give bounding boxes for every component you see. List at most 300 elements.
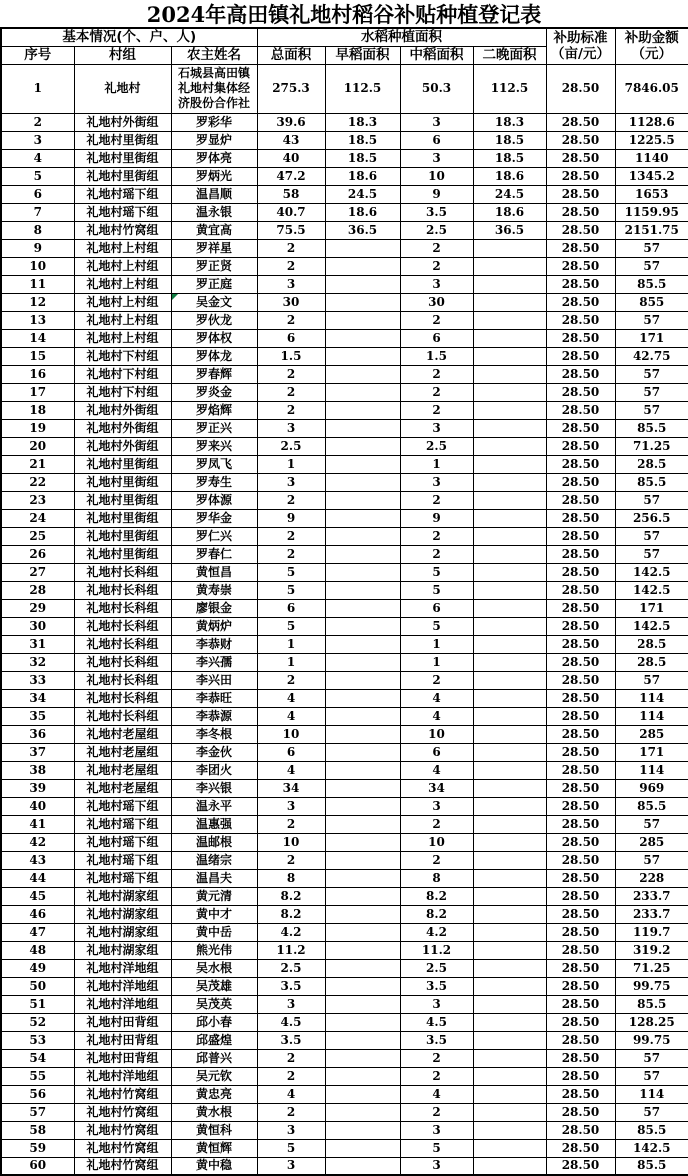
farmer-name-text: 吴水根: [195, 960, 232, 975]
cell-name: [171, 887, 257, 905]
cell-group: 礼地村田背组: [74, 1013, 171, 1031]
cell-std: 28.50: [546, 527, 615, 545]
cell-early: [325, 311, 400, 329]
cell-name: [171, 851, 257, 869]
cell-std: 28.50: [546, 1139, 615, 1157]
cell-late: [473, 419, 546, 437]
cell-no: 60: [1, 1157, 74, 1175]
cell-mid: 5: [400, 563, 473, 581]
cell-group: 礼地村长科组: [74, 635, 171, 653]
cell-std: 28.50: [546, 347, 615, 365]
cell-name: [171, 923, 257, 941]
error-indicator-icon: [172, 294, 178, 300]
cell-mid: 1: [400, 635, 473, 653]
cell-total: 43: [257, 131, 325, 149]
farmer-name-text: 罗彩华: [195, 114, 232, 129]
table-row: [1, 545, 688, 563]
cell-amt: 7846.05: [615, 64, 688, 113]
cell-group: 礼地村里街组: [74, 455, 171, 473]
cell-mid: 10: [400, 167, 473, 185]
cell-name: [171, 995, 257, 1013]
cell-no: 51: [1, 995, 74, 1013]
cell-late: [473, 365, 546, 383]
cell-no: 44: [1, 869, 74, 887]
cell-early: [325, 365, 400, 383]
table-row: [1, 617, 688, 635]
cell-name: [171, 1049, 257, 1067]
cell-std: 28.50: [546, 1103, 615, 1121]
cell-std: 28.50: [546, 113, 615, 131]
cell-early: 18.5: [325, 131, 400, 149]
cell-mid: 2: [400, 365, 473, 383]
cell-total: 4: [257, 761, 325, 779]
cell-std: 28.50: [546, 653, 615, 671]
cell-std: 28.50: [546, 689, 615, 707]
cell-mid: 6: [400, 329, 473, 347]
cell-late: 18.6: [473, 203, 546, 221]
cell-group: 礼地村里街组: [74, 491, 171, 509]
cell-std: 28.50: [546, 437, 615, 455]
header-village-group: 村组: [74, 46, 171, 64]
cell-no: 18: [1, 401, 74, 419]
cell-no: 20: [1, 437, 74, 455]
cell-mid: 3.5: [400, 1031, 473, 1049]
table-row: [1, 221, 688, 239]
cell-name: [171, 329, 257, 347]
cell-std: 28.50: [546, 887, 615, 905]
cell-amt: 57: [615, 1049, 688, 1067]
cell-late: 18.3: [473, 113, 546, 131]
cell-total: 4: [257, 1085, 325, 1103]
cell-group: 礼地村瑶下组: [74, 869, 171, 887]
cell-mid: 3: [400, 1157, 473, 1175]
cell-total: 8.2: [257, 887, 325, 905]
cell-no: 9: [1, 239, 74, 257]
table-row: [1, 779, 688, 797]
cell-late: [473, 1121, 546, 1139]
cell-group: 礼地村下村组: [74, 365, 171, 383]
cell-mid: 2.5: [400, 437, 473, 455]
table-row: [1, 383, 688, 401]
cell-std: 28.50: [546, 401, 615, 419]
cell-early: [325, 941, 400, 959]
cell-std: 28.50: [546, 491, 615, 509]
registration-table: [0, 27, 688, 1176]
cell-mid: 9: [400, 509, 473, 527]
cell-amt: 28.5: [615, 635, 688, 653]
cell-no: 23: [1, 491, 74, 509]
cell-mid: 34: [400, 779, 473, 797]
cell-std: 28.50: [546, 905, 615, 923]
farmer-name-text: 罗春仁: [195, 546, 232, 561]
cell-amt: 57: [615, 1067, 688, 1085]
cell-late: 18.6: [473, 167, 546, 185]
table-row: [1, 689, 688, 707]
cell-name: [171, 509, 257, 527]
cell-late: [473, 617, 546, 635]
cell-no: 28: [1, 581, 74, 599]
cell-no: 50: [1, 977, 74, 995]
cell-no: 21: [1, 455, 74, 473]
cell-std: 28.50: [546, 419, 615, 437]
cell-mid: 4.2: [400, 923, 473, 941]
cell-group: 礼地村外街组: [74, 113, 171, 131]
cell-late: [473, 491, 546, 509]
farmer-name-text: 李恭源: [195, 708, 232, 723]
cell-group: 礼地村长科组: [74, 599, 171, 617]
cell-std: 28.50: [546, 1157, 615, 1175]
cell-amt: 256.5: [615, 509, 688, 527]
farmer-name-text: 石城县高田镇礼地村集体经济股份合作社: [177, 66, 250, 110]
cell-name: [171, 473, 257, 491]
cell-name: [171, 167, 257, 185]
table-row: [1, 1013, 688, 1031]
cell-total: 4.5: [257, 1013, 325, 1031]
cell-early: [325, 401, 400, 419]
cell-no: 12: [1, 293, 74, 311]
farmer-name-text: 罗炳光: [195, 168, 232, 183]
cell-std: 28.50: [546, 509, 615, 527]
cell-late: [473, 653, 546, 671]
table-row: [1, 401, 688, 419]
cell-name: [171, 743, 257, 761]
cell-std: 28.50: [546, 1121, 615, 1139]
cell-early: [325, 671, 400, 689]
cell-amt: 233.7: [615, 887, 688, 905]
header-mid-rice-area: 中稻面积: [400, 46, 473, 64]
cell-amt: 285: [615, 725, 688, 743]
cell-amt: 57: [615, 491, 688, 509]
cell-late: [473, 797, 546, 815]
cell-amt: 85.5: [615, 1121, 688, 1139]
cell-mid: 3: [400, 275, 473, 293]
farmer-name-text: 李兴孺: [195, 654, 232, 669]
farmer-name-text: 黄元清: [195, 888, 232, 903]
cell-mid: 3: [400, 473, 473, 491]
cell-total: 3: [257, 995, 325, 1013]
cell-mid: 9: [400, 185, 473, 203]
table-row: [1, 797, 688, 815]
cell-early: [325, 437, 400, 455]
farmer-name-text: 吴茂雄: [195, 978, 232, 993]
header-subsidy-amount-line1: 补助金额: [624, 30, 679, 47]
farmer-name-text: 罗显炉: [195, 132, 232, 147]
table-row: [1, 257, 688, 275]
table-row: [1, 995, 688, 1013]
cell-early: [325, 977, 400, 995]
cell-group: 礼地村长科组: [74, 707, 171, 725]
cell-amt: 85.5: [615, 275, 688, 293]
cell-amt: 319.2: [615, 941, 688, 959]
cell-group: 礼地村长科组: [74, 581, 171, 599]
cell-mid: 5: [400, 617, 473, 635]
farmer-name-text: 温永银: [195, 204, 232, 219]
cell-late: [473, 977, 546, 995]
cell-group: 礼地村下村组: [74, 347, 171, 365]
cell-name: [171, 581, 257, 599]
cell-std: 28.50: [546, 329, 615, 347]
cell-group: 礼地村上村组: [74, 257, 171, 275]
table-row: [1, 635, 688, 653]
table-row: [1, 869, 688, 887]
cell-early: [325, 833, 400, 851]
cell-early: [325, 455, 400, 473]
farmer-name-text: 罗寿生: [195, 474, 232, 489]
farmer-name-text: 黄恒科: [195, 1122, 232, 1137]
header-basic-info-group: 基本情况(个、户、人): [1, 28, 257, 46]
cell-total: 2: [257, 491, 325, 509]
cell-std: 28.50: [546, 635, 615, 653]
table-row: [1, 113, 688, 131]
header-subsidy-amount: [615, 28, 688, 64]
cell-mid: 50.3: [400, 64, 473, 113]
cell-std: 28.50: [546, 617, 615, 635]
farmer-name-text: 罗祥星: [195, 240, 232, 255]
cell-amt: 85.5: [615, 1157, 688, 1175]
cell-early: [325, 905, 400, 923]
cell-amt: 142.5: [615, 1139, 688, 1157]
cell-std: 28.50: [546, 1013, 615, 1031]
header-early-rice-area: 早稻面积: [325, 46, 400, 64]
table-row: [1, 653, 688, 671]
cell-late: [473, 887, 546, 905]
cell-no: 46: [1, 905, 74, 923]
farmer-name-text: 罗伙龙: [195, 312, 232, 327]
cell-no: 57: [1, 1103, 74, 1121]
cell-late: [473, 1031, 546, 1049]
cell-late: [473, 1139, 546, 1157]
cell-total: 2: [257, 257, 325, 275]
cell-early: 18.6: [325, 203, 400, 221]
cell-group: 礼地村: [74, 64, 171, 113]
cell-std: 28.50: [546, 743, 615, 761]
table-row: [1, 455, 688, 473]
cell-group: 礼地村外街组: [74, 401, 171, 419]
cell-name: [171, 437, 257, 455]
cell-total: 2: [257, 815, 325, 833]
cell-early: [325, 797, 400, 815]
cell-mid: 3: [400, 149, 473, 167]
farmer-name-text: 温昌夫: [195, 870, 232, 885]
cell-mid: 6: [400, 599, 473, 617]
header-subsidy-standard-line1: 补助标准: [553, 30, 608, 47]
cell-name: [171, 113, 257, 131]
cell-early: [325, 1049, 400, 1067]
cell-total: 3: [257, 1157, 325, 1175]
cell-total: 2.5: [257, 959, 325, 977]
cell-late: [473, 599, 546, 617]
cell-name: [171, 617, 257, 635]
cell-late: [473, 743, 546, 761]
cell-total: 6: [257, 743, 325, 761]
cell-late: [473, 239, 546, 257]
table-row: [1, 707, 688, 725]
farmer-name-text: 李金伙: [195, 744, 232, 759]
cell-no: 26: [1, 545, 74, 563]
cell-group: 礼地村上村组: [74, 329, 171, 347]
farmer-name-text: 罗来兴: [195, 438, 232, 453]
cell-group: 礼地村上村组: [74, 293, 171, 311]
cell-name: [171, 779, 257, 797]
farmer-name-text: 罗体权: [195, 330, 232, 345]
cell-no: 24: [1, 509, 74, 527]
cell-early: [325, 1157, 400, 1175]
farmer-name-text: 黄炳炉: [195, 618, 232, 633]
cell-name: [171, 293, 257, 311]
cell-mid: 2: [400, 311, 473, 329]
table-row: [1, 1103, 688, 1121]
cell-std: 28.50: [546, 311, 615, 329]
cell-name: [171, 1013, 257, 1031]
cell-group: 礼地村长科组: [74, 617, 171, 635]
table-row: [1, 1121, 688, 1139]
cell-total: 2: [257, 851, 325, 869]
farmer-name-text: 李冬根: [195, 726, 232, 741]
cell-total: 2: [257, 527, 325, 545]
cell-total: 2.5: [257, 437, 325, 455]
cell-amt: 114: [615, 1085, 688, 1103]
cell-name: [171, 725, 257, 743]
cell-total: 5: [257, 581, 325, 599]
cell-mid: 2: [400, 1067, 473, 1085]
farmer-name-text: 黄寿崇: [195, 582, 232, 597]
cell-group: 礼地村湖家组: [74, 905, 171, 923]
cell-late: [473, 1085, 546, 1103]
farmer-name-text: 李恭财: [195, 636, 232, 651]
cell-total: 58: [257, 185, 325, 203]
cell-mid: 4: [400, 689, 473, 707]
cell-no: 48: [1, 941, 74, 959]
cell-mid: 2: [400, 1049, 473, 1067]
cell-total: 40.7: [257, 203, 325, 221]
cell-name: [171, 311, 257, 329]
farmer-name-text: 李团火: [195, 762, 232, 777]
cell-name: [171, 635, 257, 653]
cell-name: [171, 1067, 257, 1085]
cell-no: 10: [1, 257, 74, 275]
farmer-name-text: 吴元钦: [195, 1068, 232, 1083]
cell-total: 2: [257, 671, 325, 689]
farmer-name-text: 温永平: [195, 798, 232, 813]
cell-mid: 2: [400, 383, 473, 401]
cell-name: [171, 401, 257, 419]
cell-no: 52: [1, 1013, 74, 1031]
cell-group: 礼地村湖家组: [74, 887, 171, 905]
cell-mid: 2: [400, 239, 473, 257]
cell-amt: 85.5: [615, 419, 688, 437]
cell-amt: 71.25: [615, 437, 688, 455]
cell-amt: 57: [615, 1103, 688, 1121]
cell-mid: 2: [400, 851, 473, 869]
cell-amt: 1345.2: [615, 167, 688, 185]
cell-group: 礼地村长科组: [74, 689, 171, 707]
cell-std: 28.50: [546, 833, 615, 851]
cell-no: 6: [1, 185, 74, 203]
cell-name: [171, 905, 257, 923]
cell-mid: 30: [400, 293, 473, 311]
cell-total: 8.2: [257, 905, 325, 923]
cell-early: [325, 563, 400, 581]
cell-name: [171, 653, 257, 671]
cell-group: 礼地村长科组: [74, 671, 171, 689]
cell-mid: 2: [400, 1103, 473, 1121]
cell-mid: 5: [400, 581, 473, 599]
cell-group: 礼地村竹窝组: [74, 1121, 171, 1139]
header-subsidy-standard: [546, 28, 615, 64]
cell-no: 19: [1, 419, 74, 437]
cell-name: [171, 527, 257, 545]
cell-no: 56: [1, 1085, 74, 1103]
cell-group: 礼地村洋地组: [74, 959, 171, 977]
cell-group: 礼地村下村组: [74, 383, 171, 401]
table-row: [1, 959, 688, 977]
cell-amt: 85.5: [615, 995, 688, 1013]
cell-late: [473, 1157, 546, 1175]
cell-mid: 4: [400, 761, 473, 779]
cell-std: 28.50: [546, 473, 615, 491]
cell-no: 5: [1, 167, 74, 185]
cell-late: [473, 1103, 546, 1121]
cell-std: 28.50: [546, 797, 615, 815]
cell-no: 8: [1, 221, 74, 239]
table-row: [1, 671, 688, 689]
cell-group: 礼地村里街组: [74, 473, 171, 491]
cell-name: [171, 671, 257, 689]
header-total-area: 总面积: [257, 46, 325, 64]
cell-amt: 285: [615, 833, 688, 851]
cell-name: [171, 545, 257, 563]
cell-std: 28.50: [546, 977, 615, 995]
cell-name: [171, 689, 257, 707]
cell-amt: 57: [615, 851, 688, 869]
cell-mid: 11.2: [400, 941, 473, 959]
header-serial: 序号: [1, 46, 74, 64]
cell-late: 36.5: [473, 221, 546, 239]
cell-name: [171, 1121, 257, 1139]
table-row: [1, 905, 688, 923]
cell-late: [473, 1049, 546, 1067]
cell-name: [171, 365, 257, 383]
table-row: [1, 527, 688, 545]
farmer-name-text: 廖银金: [195, 600, 232, 615]
cell-amt: 57: [615, 527, 688, 545]
cell-amt: 57: [615, 815, 688, 833]
farmer-name-text: 罗正庭: [195, 276, 232, 291]
cell-amt: 114: [615, 761, 688, 779]
table-row: [1, 581, 688, 599]
table-row: [1, 167, 688, 185]
cell-early: [325, 1031, 400, 1049]
table-row: [1, 1157, 688, 1175]
header-farmer-name: 农主姓名: [171, 46, 257, 64]
farmer-name-text: 李兴银: [195, 780, 232, 795]
cell-total: 4: [257, 707, 325, 725]
cell-amt: 1225.5: [615, 131, 688, 149]
farmer-name-text: 熊光伟: [195, 942, 232, 957]
cell-late: [473, 473, 546, 491]
cell-no: 31: [1, 635, 74, 653]
farmer-name-text: 李恭旺: [195, 690, 232, 705]
cell-group: 礼地村湖家组: [74, 923, 171, 941]
cell-mid: 4: [400, 1085, 473, 1103]
cell-late: [473, 689, 546, 707]
table-row: [1, 149, 688, 167]
cell-early: [325, 419, 400, 437]
cell-mid: 3: [400, 419, 473, 437]
cell-total: 4: [257, 689, 325, 707]
cell-group: 礼地村老屋组: [74, 761, 171, 779]
farmer-name-text: 罗体亮: [195, 150, 232, 165]
